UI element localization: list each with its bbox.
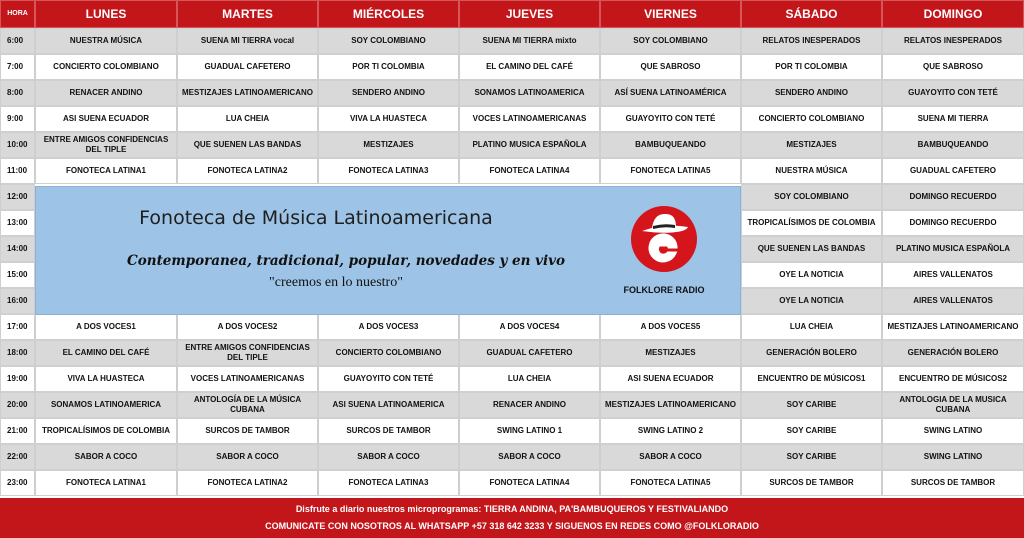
program-cell: TROPICALÍSIMOS DE COLOMBIA (35, 418, 177, 444)
program-cell: CONCIERTO COLOMBIANO (741, 106, 882, 132)
program-cell: A DOS VOCES3 (318, 314, 459, 340)
time-cell: 17:00 (0, 314, 35, 340)
program-cell: SOY CARIBE (741, 392, 882, 418)
program-cell: ENCUENTRO DE MÚSICOS2 (882, 366, 1024, 392)
program-cell: ENTRE AMIGOS CONFIDENCIAS DEL TIPLE (35, 132, 177, 158)
program-cell: FONOTECA LATINA2 (177, 158, 318, 184)
program-cell: ENCUENTRO DE MÚSICOS1 (741, 366, 882, 392)
program-cell: GUAYOYITO CON TETÉ (318, 366, 459, 392)
program-cell: OYE LA NOTICIA (741, 288, 882, 314)
program-cell: SURCOS DE TAMBOR (741, 470, 882, 496)
program-cell: FONOTECA LATINA4 (459, 158, 600, 184)
program-cell: SURCOS DE TAMBOR (177, 418, 318, 444)
program-cell: LUA CHEIA (459, 366, 600, 392)
program-cell: GUAYOYITO CON TETÉ (600, 106, 741, 132)
program-cell: SOY COLOMBIANO (741, 184, 882, 210)
fonoteca-banner (35, 186, 741, 315)
header-day: DOMINGO (882, 0, 1024, 28)
program-cell: VIVA LA HUASTECA (35, 366, 177, 392)
banner-quote: "creemos en lo nuestro" (269, 275, 403, 290)
program-cell: PLATINO MUSICA ESPAÑOLA (882, 236, 1024, 262)
time-cell: 22:00 (0, 444, 35, 470)
program-cell: GUADUAL CAFETERO (459, 340, 600, 366)
program-cell: ASI SUENA ECUADOR (600, 366, 741, 392)
program-cell: RELATOS INESPERADOS (741, 28, 882, 54)
program-cell: QUE SUENEN LAS BANDAS (177, 132, 318, 158)
program-cell: RELATOS INESPERADOS (882, 28, 1024, 54)
program-cell: SWING LATINO (882, 418, 1024, 444)
footer-line-1: Disfrute a diario nuestros microprogramas: TIERRA ANDINA, PA'BAMBUQUEROS Y FESTIVALIANDO (295, 504, 729, 514)
program-cell: MESTIZAJES (600, 340, 741, 366)
program-cell: SUENA MI TIERRA (882, 106, 1024, 132)
time-cell: 19:00 (0, 366, 35, 392)
program-cell: SOY COLOMBIANO (600, 28, 741, 54)
time-cell: 9:00 (0, 106, 35, 132)
program-cell: SABOR A COCO (35, 444, 177, 470)
program-cell: FONOTECA LATINA3 (318, 470, 459, 496)
program-cell: A DOS VOCES2 (177, 314, 318, 340)
program-cell: FONOTECA LATINA1 (35, 470, 177, 496)
header-day: LUNES (35, 0, 177, 28)
program-cell: MESTIZAJES LATINOAMERICANO (177, 80, 318, 106)
program-cell: VOCES LATINOAMERICANAS (177, 366, 318, 392)
time-cell: 21:00 (0, 418, 35, 444)
time-cell: 7:00 (0, 54, 35, 80)
program-cell: FONOTECA LATINA2 (177, 470, 318, 496)
program-cell: FONOTECA LATINA3 (318, 158, 459, 184)
program-cell: QUE SABROSO (600, 54, 741, 80)
program-cell: ANTOLOGIA DE LA MUSICA CUBANA (882, 392, 1024, 418)
program-cell: ASI SUENA LATINOAMERICA (318, 392, 459, 418)
program-cell: ENTRE AMIGOS CONFIDENCIAS DEL TIPLE (177, 340, 318, 366)
program-cell: DOMINGO RECUERDO (882, 210, 1024, 236)
program-cell: GUADUAL CAFETERO (882, 158, 1024, 184)
hat-logo-icon (628, 201, 700, 273)
program-cell: ASI SUENA ECUADOR (35, 106, 177, 132)
program-cell: POR TI COLOMBIA (741, 54, 882, 80)
time-cell: 23:00 (0, 470, 35, 496)
program-cell: MESTIZAJES LATINOAMERICANO (600, 392, 741, 418)
program-cell: FONOTECA LATINA1 (35, 158, 177, 184)
program-cell: EL CAMINO DEL CAFÉ (459, 54, 600, 80)
program-cell: TROPICALÍSIMOS DE COLOMBIA (741, 210, 882, 236)
program-cell: SUENA MI TIERRA mixto (459, 28, 600, 54)
program-cell: GENERACIÓN BOLERO (741, 340, 882, 366)
program-cell: GENERACIÓN BOLERO (882, 340, 1024, 366)
program-cell: QUE SABROSO (882, 54, 1024, 80)
program-cell: MESTIZAJES (741, 132, 882, 158)
program-cell: A DOS VOCES4 (459, 314, 600, 340)
program-cell: EL CAMINO DEL CAFÉ (35, 340, 177, 366)
program-cell: FONOTECA LATINA4 (459, 470, 600, 496)
time-cell: 11:00 (0, 158, 35, 184)
time-cell: 10:00 (0, 132, 35, 158)
program-cell: CONCIERTO COLOMBIANO (318, 340, 459, 366)
program-cell: SOY CARIBE (741, 444, 882, 470)
program-cell: BAMBUQUEANDO (882, 132, 1024, 158)
header-day: MARTES (177, 0, 318, 28)
logo-label: FOLKLORE RADIO (623, 285, 705, 295)
time-cell: 14:00 (0, 236, 35, 262)
program-cell: LUA CHEIA (741, 314, 882, 340)
program-cell: SWING LATINO 2 (600, 418, 741, 444)
program-cell: SABOR A COCO (600, 444, 741, 470)
header-hora: HORA (0, 0, 35, 28)
header-day: VIERNES (600, 0, 741, 28)
footer-bar (0, 498, 1024, 538)
program-cell: VIVA LA HUASTECA (318, 106, 459, 132)
time-cell: 13:00 (0, 210, 35, 236)
program-cell: SABOR A COCO (177, 444, 318, 470)
program-cell: NUESTRA MÚSICA (741, 158, 882, 184)
program-cell: CONCIERTO COLOMBIANO (35, 54, 177, 80)
program-cell: A DOS VOCES1 (35, 314, 177, 340)
program-cell: BAMBUQUEANDO (600, 132, 741, 158)
time-cell: 20:00 (0, 392, 35, 418)
time-cell: 6:00 (0, 28, 35, 54)
header-day: JUEVES (459, 0, 600, 28)
program-cell: SURCOS DE TAMBOR (882, 470, 1024, 496)
header-day: SÁBADO (741, 0, 882, 28)
program-cell: SONAMOS LATINOAMERICA (459, 80, 600, 106)
program-cell: QUE SUENEN LAS BANDAS (741, 236, 882, 262)
program-cell: ASÍ SUENA LATINOAMÉRICA (600, 80, 741, 106)
time-cell: 16:00 (0, 288, 35, 314)
program-cell: FONOTECA LATINA5 (600, 158, 741, 184)
program-cell: SWING LATINO (882, 444, 1024, 470)
program-cell: SABOR A COCO (318, 444, 459, 470)
time-cell: 15:00 (0, 262, 35, 288)
program-cell: GUAYOYITO CON TETÉ (882, 80, 1024, 106)
footer-line-2: COMUNICATE CON NOSOTROS AL WHATSAPP +57 318 642 3233 Y SIGUENOS EN REDES COMO @FOLKLORADIO (265, 521, 759, 531)
program-cell: MESTIZAJES LATINOAMERICANO (882, 314, 1024, 340)
program-cell: SOY COLOMBIANO (318, 28, 459, 54)
program-cell: VOCES LATINOAMERICANAS (459, 106, 600, 132)
program-cell: A DOS VOCES5 (600, 314, 741, 340)
banner-title: Fonoteca de Música Latinoamericana (139, 207, 493, 229)
program-cell: NUESTRA MÚSICA (35, 28, 177, 54)
program-cell: AIRES VALLENATOS (882, 262, 1024, 288)
program-cell: ANTOLOGÍA DE LA MÚSICA CUBANA (177, 392, 318, 418)
time-cell: 12:00 (0, 184, 35, 210)
program-cell: MESTIZAJES (318, 132, 459, 158)
program-cell: SENDERO ANDINO (741, 80, 882, 106)
program-cell: SUENA MI TIERRA vocal (177, 28, 318, 54)
time-cell: 8:00 (0, 80, 35, 106)
time-cell: 18:00 (0, 340, 35, 366)
program-cell: RENACER ANDINO (459, 392, 600, 418)
program-cell: AIRES VALLENATOS (882, 288, 1024, 314)
program-cell: GUADUAL CAFETERO (177, 54, 318, 80)
program-cell: LUA CHEIA (177, 106, 318, 132)
program-cell: SWING LATINO 1 (459, 418, 600, 444)
program-cell: POR TI COLOMBIA (318, 54, 459, 80)
program-cell: DOMINGO RECUERDO (882, 184, 1024, 210)
program-cell: SONAMOS LATINOAMERICA (35, 392, 177, 418)
program-cell: OYE LA NOTICIA (741, 262, 882, 288)
banner-subtitle: Contemporanea, tradicional, popular, novedades y en vivo (127, 253, 565, 269)
program-cell: FONOTECA LATINA5 (600, 470, 741, 496)
program-cell: SOY CARIBE (741, 418, 882, 444)
program-cell: PLATINO MUSICA ESPAÑOLA (459, 132, 600, 158)
program-cell: SURCOS DE TAMBOR (318, 418, 459, 444)
program-cell: RENACER ANDINO (35, 80, 177, 106)
header-day: MIÉRCOLES (318, 0, 459, 28)
program-cell: SABOR A COCO (459, 444, 600, 470)
program-cell: SENDERO ANDINO (318, 80, 459, 106)
